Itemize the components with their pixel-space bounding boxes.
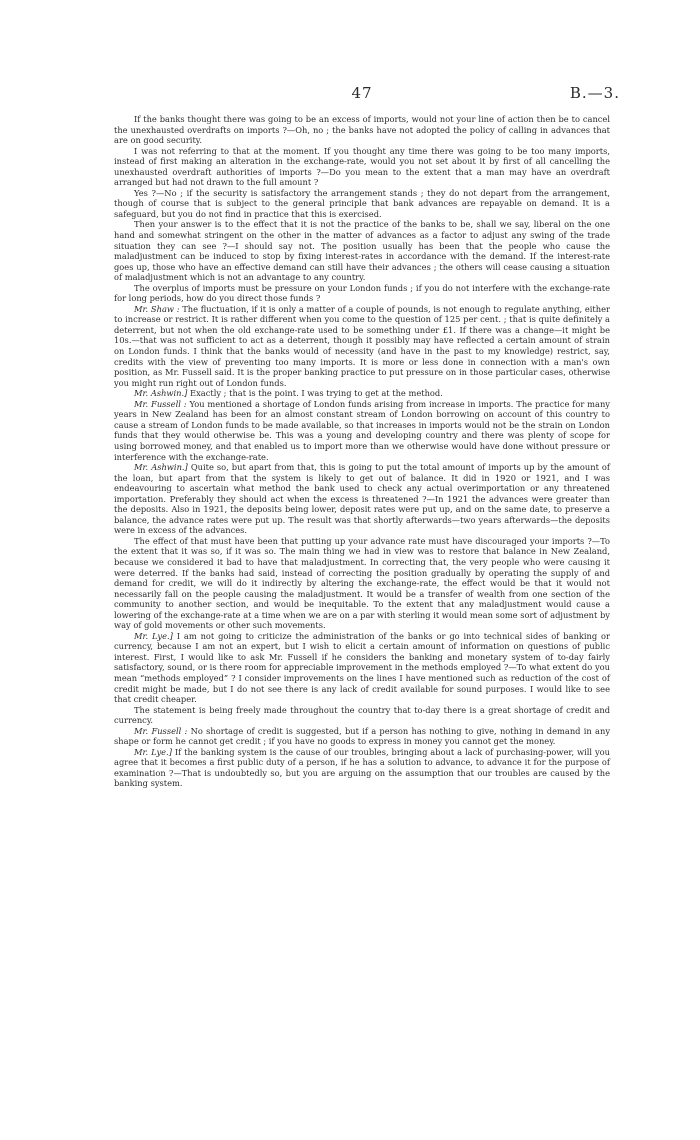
speaker-label: Mr. Fussell : [134, 398, 187, 409]
paragraph-text: I am not going to criticize the administration of the banks or go into technical sides of banking or currency, because I am not an expert, but I wish to elicit a certain amount of information on questions of public interest. First, I would like to ask Mr. Fussell if he considers the banking and monetary system of to-day fairly satisfactory, sound, or is there room for appreciable improvement in the methods employed ?—To what extent do you mean “methods employed” ? I consider improvements on the lines I have mentioned such as reduction of the cost of credit might be made, but I do not see there is any lack of credit available for sound purposes. I would like to see that credit cheaper. [114, 630, 610, 705]
paragraph-text: No shortage of credit is suggested, but if a person has nothing to give, nothing in demand in any shape or form he cannot get credit ; if you have no goods to express in money you cannot get the money. [114, 725, 611, 747]
paragraph [114, 304, 610, 388]
page-number: 47 [351, 84, 373, 102]
paragraph [114, 399, 610, 462]
paragraph-text: Yes ?—No ; if the security is satisfactory the arrangement stands ; they do not depart from the arrangement, though of course that is subject to the general principle that bank advances are repayable on demand. It is a safeguard, but you do not find in practice that this is exercised. [114, 187, 610, 219]
paragraph [114, 705, 610, 726]
paragraph [114, 219, 610, 282]
body-text [114, 114, 610, 789]
speaker-label: Mr. Lye.] [134, 630, 173, 641]
paragraph-text: Exactly ; that is the point. I was trying to get at the method. [190, 388, 443, 399]
paragraph [114, 631, 610, 705]
paragraph-text: Then your answer is to the effect that it is not the practice of the banks to be, shall we say, liberal on the one hand and somewhat stringent on the other in the matter of advances as a factor to adjust any swing of the trade situation they can see ?—I should say not. The position usually has been that the people who cause the maladjustment can be induced to stop by fixing interest-rates in accordance with the demand. If the interest-rate goes up, those who have an effective demand can still have their advances ; the others will cease causing a situation of maladjustment which is not an advantage to any country. [114, 219, 610, 283]
paragraph [114, 114, 610, 146]
paragraph-text: The effect of that must have been that putting up your advance rate must have discouraged your imports ?—To the extent that it was so, if it was so. The main thing we had in view was to restore that balance in New Zealand, because we considered it bad to have that maladjustment. In correcting that, the very people who were causing it were deterred. If the banks had said, instead of correcting the position gradually by operating the supply of and demand for credit, we will do it indirectly by altering the exchange-rate, the effect would be that it would not necessarily fall on the people causing the maladjustment. It would be a transfer of wealth from one section of the community to another section, and would be inequitable. To the extent that any maladjustment would cause a lowering of the exchange-rate at a time when we are on a par with sterling it would mean some sort of adjustment by way of gold movements or other such movements. [114, 535, 610, 631]
paragraph-text: I was not referring to that at the moment. If you thought any time there was going to be too many imports, instead of first making an alteration in the exchange-rate, would you not set about it by first of all cancelling the unexhausted overdraft authorities of imports ?—Do you mean to the extent that a man may have an overdraft arranged but had not drawn to the full amount ? [114, 145, 610, 188]
paragraph [114, 283, 610, 304]
paragraph-text: If the banking system is the cause of our troubles, bringing about a lack of purchasing-power, will you agree that it becomes a first public duty of a person, if he has a solution to advance, to advance it for the purpose of examination ?—That is undoubtedly so, but you are arguing on the assumption that our troubles are caused by the banking system. [114, 746, 611, 789]
paragraph-text: Quite so, but apart from that, this is going to put the total amount of imports up by the amount of the loan, but apart from that the system is likely to get out of balance. It did in 1920 or 1921, and I was endeavouring to ascertain what method the bank used to check any actual overimportation or any threatened importation. Preferably they should act when the excess is threatened ?—In 1921 the advances were greater than the deposits. Also in 1921, the deposits being lower, deposit rates were put up, and on the same date, to preserve a balance, the advance rates were put up. The result was that shortly afterwards—two years afterwards—the deposits were in excess of the advances. [114, 462, 610, 536]
document-reference: B.—3. [569, 84, 620, 102]
paragraph-text: The fluctuation, if it is only a matter of a couple of pounds, is not enough to regulate anything, either to increase or restrict. It is rather different when you come to the question of 125 per cent. ; that is quite definitely a deterrent, but not when the old exchange-rate used to be something under £1. If there was a change—it might be 10s.—that was not sufficient to act as a deterrent, though it possibly may have reflected a certain amount of strain on London funds. I think that the banks would of necessity (and have in the past to my knowledge) restrict, say, credits with the view of preventing too many imports. It is more or less done in connection with a man's own position, as Mr. Fussell said. It is the proper banking practice to put pressure on in those particular cases, otherwise you might run right out of London funds. [114, 303, 610, 388]
paragraph [114, 146, 610, 188]
paragraph-text: You mentioned a shortage of London funds arising from increase in imports. The practice for many years in New Zealand has been for an almost constant stream of London borrowing on account of this country to cause a stream of London funds to be made available, so that increases in imports would not be the strain on London funds that they would otherwise be. This was a young and developing country and there was plenty of scope for using borrowed money, and that enabled us to import more than we otherwise would have done without pressure or interference with the exchange-rate. [114, 398, 610, 462]
speaker-label: Mr. Shaw : [134, 303, 180, 314]
paragraph-text: The statement is being freely made throughout the country that to-day there is a great shortage of credit and currency. [114, 704, 610, 726]
paragraph [114, 188, 610, 220]
paragraph-text: If the banks thought there was going to be an excess of imports, would not your line of action then be to cancel the unexhausted overdrafts on imports ?—Oh, no ; the banks have not adopted the policy of calling in advances that are on good security. [114, 114, 610, 146]
paragraph [114, 747, 610, 789]
paragraph [114, 536, 610, 631]
speaker-label: Mr. Lye.] [134, 746, 172, 757]
paragraph [114, 462, 610, 536]
page-header [114, 84, 620, 114]
paragraph-text: The overplus of imports must be pressure on your London funds ; if you do not interfere with the exchange-rate for long periods, how do you direct those funds ? [114, 282, 610, 304]
paragraph [114, 726, 610, 747]
speaker-label: Mr. Ashwin.] [134, 462, 188, 473]
speaker-label: Mr. Fussell : [134, 725, 188, 736]
paragraph [114, 388, 610, 399]
speaker-label: Mr. Ashwin.] [134, 388, 188, 399]
